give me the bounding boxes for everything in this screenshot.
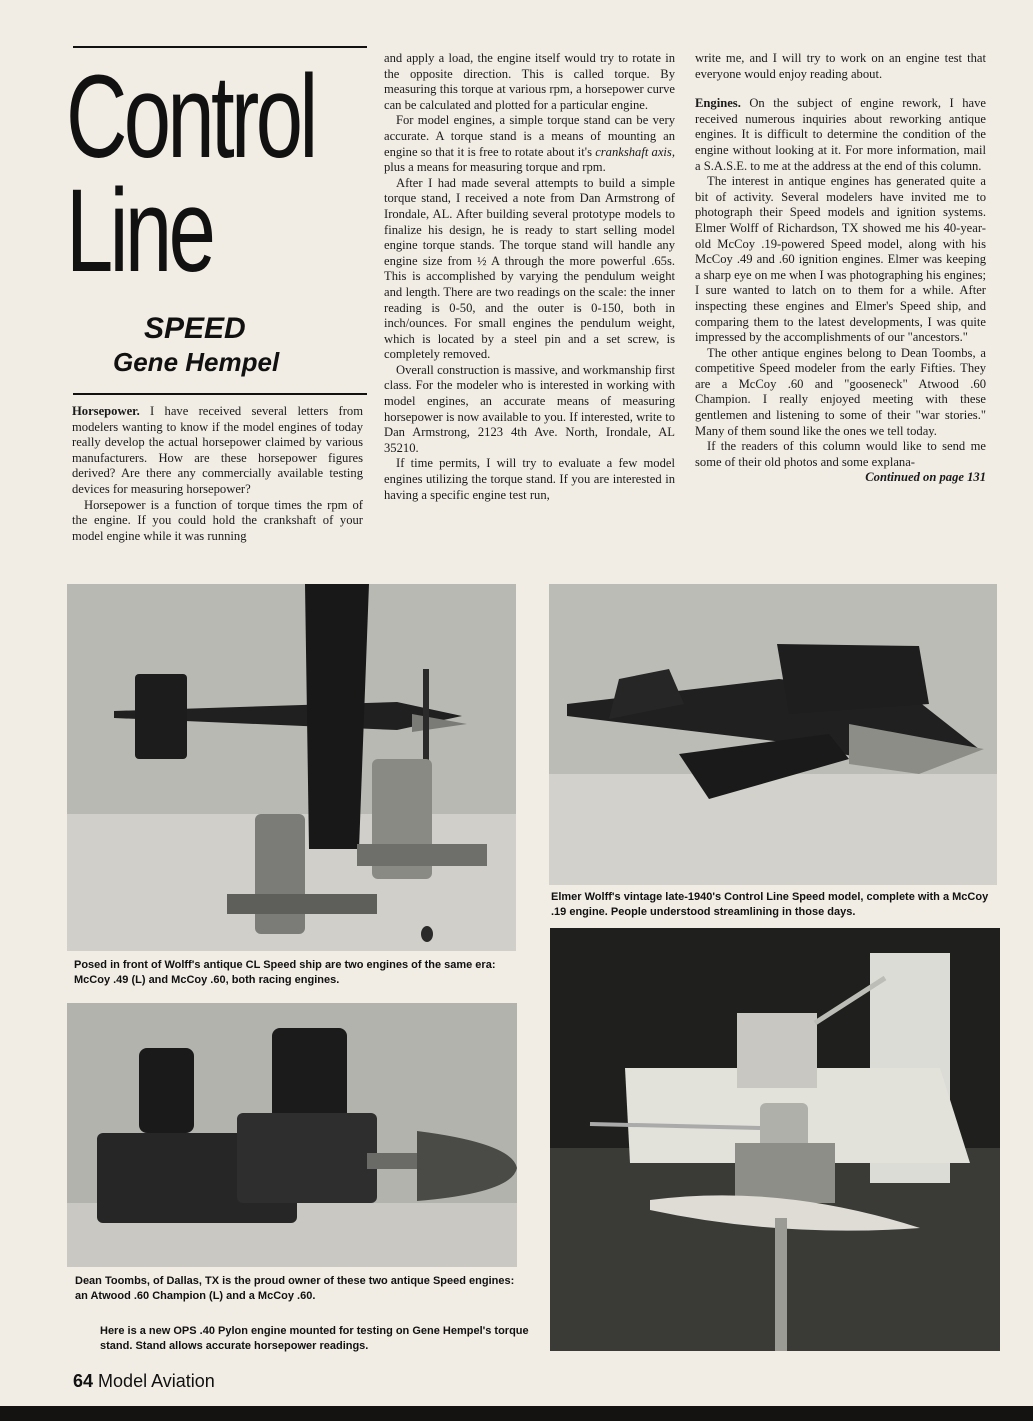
engines-heading: Engines. (695, 96, 741, 111)
caption-photo-3: Dean Toombs, of Dallas, TX is the proud owner of these two antique Speed engines: an Atwood .60 Champion (L) and a McCoy .60. (75, 1275, 515, 1302)
col2-p2-text-b: plus a means for measuring torque and rpm. (384, 160, 606, 175)
photo-engines-and-speed-ship (67, 584, 516, 951)
photo-torque-stand (550, 928, 1000, 1351)
col3-paragraph-4: The other antique engines belong to Dean Toombs, a competitive Speed modeler from the early Fifties. They are a McCoy .60 and "gooseneck" Atwood .60 Champion. I really enjoyed meeting with these gentlemen and listening to some of their "war stories." Many of them sound like the ones we tell today. (695, 345, 986, 438)
crankshaft-axis-italic: crankshaft axis, (595, 144, 675, 159)
column-2 (384, 51, 675, 503)
horsepower-paragraph (72, 404, 363, 498)
page-number: 64 (73, 1371, 94, 1391)
engines-text: On the subject of engine rework, I have received numerous inquiries about reworking antique engines. It is difficult to determine the condition of the engine without looking at it. For more information, mail a S.A.S.E. to me at the address at the end of this column. (695, 96, 986, 173)
col3-paragraph-5: If the readers of this column would like to send me some of their old photos and some explana- (695, 439, 986, 469)
torque-paragraph: Horsepower is a function of torque times the rpm of the engine. If you could hold the crankshaft of your model engine while it was running (72, 497, 363, 543)
engines-paragraph (695, 96, 986, 174)
title-top-rule (73, 46, 367, 48)
col2-paragraph-5: If time permits, I will try to evaluate a few model engines utilizing the torque stand. If you are interested in having a specific engine test run, (384, 456, 675, 502)
magazine-name: Model Aviation (98, 1371, 215, 1391)
caption-photo-1: Posed in front of Wolff's antique CL Speed ship are two engines of the same era: McCoy .49 (L) and McCoy .60, both racing engines. (74, 959, 496, 986)
section-label: SPEED (144, 312, 246, 345)
col2-paragraph-1: and apply a load, the engine itself would try to rotate in the opposite direction. This is called torque. By measuring this torque at various rpm, a horsepower curve can be calculated and plotted for a particular engine. (384, 51, 675, 112)
title-line-2: Line (66, 165, 213, 297)
column-3 (695, 51, 986, 486)
col2-paragraph-3: After I had made several attempts to build a simple torque stand, I received a note from Dan Armstrong of Irondale, AL. After building several prototype models to finalize his design, he is ready to start selling model engine torque stands. The torque stand will handle any engine size from ½ A through the more powerful .65s. This is accomplished by varying the pendulum weight and length. There are two readings on the scale: the inner reading is 0-50, and the outer is 0-150, both in inch/ounces. For small engines the pendulum weight, which is located by a steel pin and a set screw, is completely removed. (384, 175, 675, 362)
page-footer (73, 1371, 215, 1392)
title-bottom-rule (73, 393, 367, 395)
col2-p2-text-a: For model engines, a simple torque stand can be very accurate. A torque stand is a means of mounting an engine so that it is free to rotate about it's (384, 113, 675, 159)
continued-note: Continued on page 131 (865, 470, 986, 485)
photo-vintage-speed-model (549, 584, 997, 885)
title-line-1: Control (66, 51, 315, 183)
horsepower-heading: Horsepower. (72, 404, 140, 418)
col2-paragraph-4: Overall construction is massive, and workmanship first class. For the modeler who is interested in working with model engines, an accurate means of measuring horsepower is now available to you. If interested, write to Dan Armstrong, 2123 4th Ave. North, Irondale, AL 35210. (384, 362, 675, 455)
photo-antique-engines (67, 1003, 517, 1267)
author-name: Gene Hempel (113, 347, 280, 377)
horsepower-text: I have received several letters from modelers wanting to know if the model engines of today really develop the actual horsepower claimed by various manufacturers. How are these horsepower figures derived? Are there any commercially available testing devices for measuring horsepower? (72, 404, 363, 496)
col2-paragraph-2 (384, 113, 675, 175)
caption-photo-2: Elmer Wolff's vintage late-1940's Control Line Speed model, complete with a McCoy .19 engine. People understood streamlining in those days. (551, 891, 989, 918)
col3-paragraph-1: write me, and I will try to work on an engine test that everyone would enjoy reading about. (695, 51, 986, 81)
col3-paragraph-3: The interest in antique engines has generated quite a bit of activity. Several modelers have invited me to photograph their Speed models and ignition systems. Elmer Wolff of Richardson, TX showed me his 40-year-old McCoy .19-powered Speed model, along with his McCoy .49 and .60 ignition engines. Elmer was keeping a sharp eye on me when I was photographing his engines; I sure wanted to latch on to them for a while. After inspecting these engines and Elmer's Speed ship, and comparing them to the latest developments, I was quite impressed by the accomplishments of our "ancestors." (695, 174, 986, 345)
column-1 (72, 404, 363, 544)
caption-photo-4: Here is a new OPS .40 Pylon engine mounted for testing on Gene Hempel's torque stand. Stand allows accurate horsepower readings. (100, 1325, 529, 1352)
